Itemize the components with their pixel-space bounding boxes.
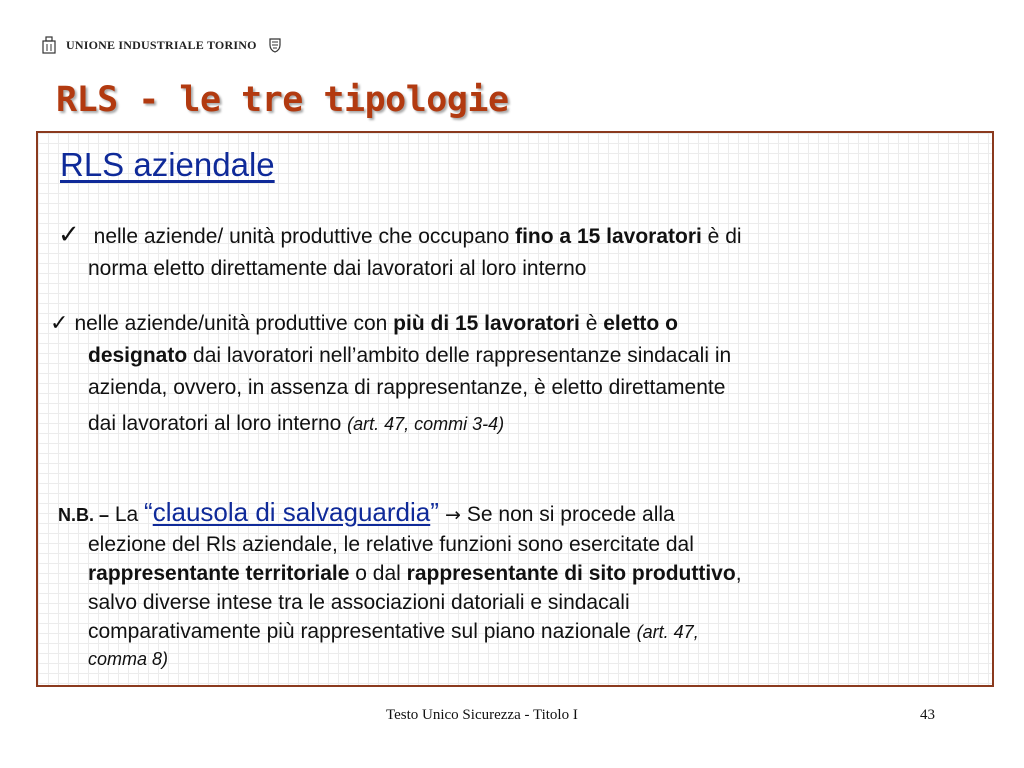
org-name: UNIONE INDUSTRIALE TORINO [66, 37, 257, 52]
bullet-continuation: azienda, ovvero, in assenza di rappresentanze, è eletto direttamente [88, 376, 726, 399]
arrow-right-icon: → [438, 504, 467, 526]
nb-continuation [58, 559, 978, 588]
nb-text: , [735, 562, 742, 585]
bullet-text: è di [701, 225, 742, 248]
bullet-text: dai lavoratori nell’ambito delle rappresentanze sindacali in [187, 344, 732, 367]
checkmark-icon: ✓ [50, 311, 69, 336]
nb-note [58, 498, 978, 671]
header [42, 34, 283, 56]
quoted-term [144, 497, 439, 527]
page-number: 43 [920, 707, 935, 723]
building-logo-icon [42, 36, 56, 54]
bullet-text: è [579, 312, 604, 335]
bullet-continuation [50, 340, 980, 372]
bullet-bold: eletto o [603, 312, 678, 335]
slide-title: RLS - le tre tipologie [56, 80, 509, 120]
nb-bold: rappresentante di sito produttivo [406, 562, 736, 585]
nb-text: Se non si procede alla [466, 503, 675, 526]
section-heading: RLS aziendale [60, 146, 275, 183]
bullet-item [58, 219, 978, 285]
article-reference: comma 8) [88, 649, 169, 669]
checkmark-icon: ✓ [58, 220, 80, 250]
bullet-continuation: norma eletto direttamente dai lavoratori al loro interno [88, 257, 587, 280]
quoted-text: clausola di salvaguardia [152, 497, 431, 527]
bullet-text: nelle aziende/unità produttive con [74, 312, 394, 335]
nb-text: comparativamente più rappresentative sul piano nazionale [88, 620, 637, 643]
quote-close: ” [430, 497, 439, 527]
nb-text: o dal [349, 562, 407, 585]
bullet-bold: fino a 15 lavoratori [515, 225, 702, 248]
bullet-text: dai lavoratori al loro interno [88, 412, 348, 435]
content-box [36, 131, 994, 687]
bullet-continuation [50, 408, 980, 440]
nb-continuation [58, 617, 978, 647]
article-reference: (art. 47, [636, 622, 699, 642]
nb-continuation: salvo diverse intese tra le associazioni datoriali e sindacali [88, 591, 630, 614]
bullet-item [50, 308, 980, 440]
bullet-bold: designato [88, 344, 188, 367]
footer-text: Testo Unico Sicurezza - Titolo I [386, 707, 578, 723]
bullet-bold: più di 15 lavoratori [393, 312, 580, 335]
article-reference: (art. 47, commi 3-4) [347, 414, 505, 434]
quote-open: “ [144, 497, 153, 527]
nb-label: N.B. – [58, 505, 110, 525]
nb-continuation: elezione del Rls aziendale, le relative funzioni sono esercitate dal [88, 533, 694, 556]
nb-text: La [109, 503, 145, 526]
crest-logo-icon [267, 37, 283, 53]
bullet-text: nelle aziende/ unità produttive che occupano [93, 225, 516, 248]
nb-bold: rappresentante territoriale [88, 562, 350, 585]
